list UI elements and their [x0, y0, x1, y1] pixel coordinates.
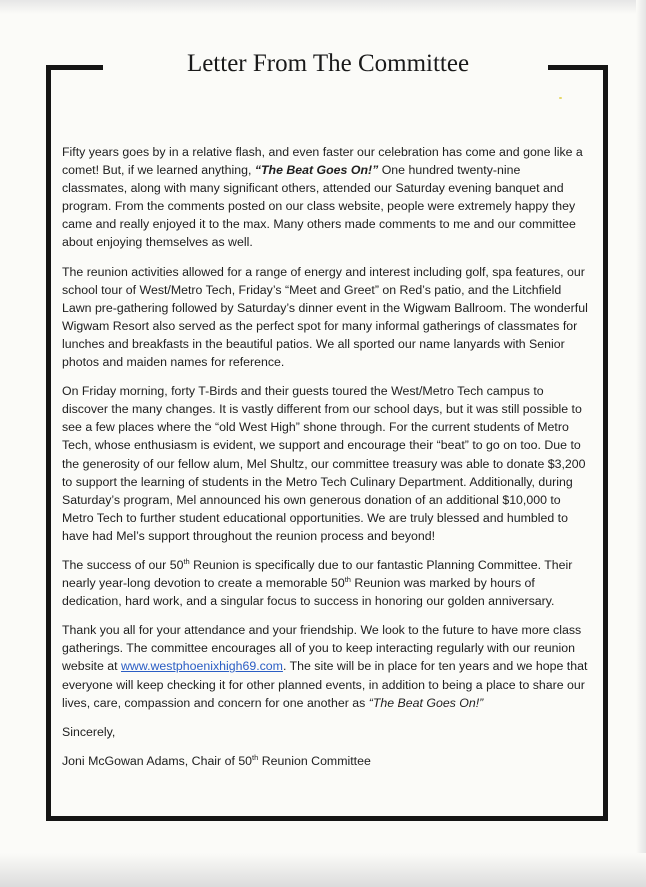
paragraph-5: [62, 621, 588, 711]
paragraph-1-text-start: Fifty years goes by in a relative flash, and even faster our celebration has come and gone like a comet! But, if we learned anything,: [62, 145, 583, 178]
paragraph-1: [62, 143, 588, 252]
letter-body: [62, 143, 588, 781]
scan-edge-right: [636, 0, 646, 887]
scan-edge-bottom: [0, 853, 646, 887]
paragraph-4: [62, 556, 588, 610]
the-beat-goes-on-closing-emphasis: “The Beat Goes On!”: [368, 695, 484, 710]
paragraph-4-text-3: Reunion was marked by hours of dedication, hard work, and a singular focus to success in honoring our golden anniversary.: [62, 576, 555, 609]
reunion-website-link[interactable]: www.westphoenixhigh69.com: [121, 659, 283, 674]
signature-text-start: Joni McGowan Adams, Chair of 50: [62, 753, 253, 768]
signature-text-end: Reunion Committee: [258, 753, 371, 768]
signature: [62, 752, 588, 770]
letter-title: Letter From The Committee: [186, 50, 470, 77]
closing: Sincerely,: [62, 724, 116, 739]
paragraph-1-text-end: One hundred twenty-nine classmates, along with many significant others, attended our Saturday evening banquet and program. From the comments posted on our class website, people were extremely happy they came and really enjoyed it to the max. Many others made comments to me and our committee about enjoying themselves as well.: [62, 163, 576, 250]
paragraph-5-text-middle: . The site will be in place for ten years and we hope that everyone will keep checking it for other planned events, in addition to being a place to share our lives, care, compassion and concern for one another as: [62, 659, 588, 710]
ordinal-superscript: th: [252, 752, 259, 762]
scan-edge-top: [0, 0, 646, 14]
paragraph-4-text-1: The success of our 50: [62, 557, 184, 572]
paragraph-2: The reunion activities allowed for a range of energy and interest including golf, spa features, our school tour of West/Metro Tech, Friday’s “Meet and Greet” on Red’s patio, and the Litchfield Lawn pre-gathering followed by Saturday’s dinner event in the Wigwam Ballroom. The wonderful Wigwam Resort also served as the perfect spot for many informal gatherings of classmates for lunches and breakfasts in the beautiful patios. We all sported our name lanyards with Senior photos and maiden names for reference.: [62, 264, 588, 370]
ordinal-superscript: th: [344, 575, 351, 585]
ordinal-superscript: th: [183, 556, 190, 566]
paragraph-3: On Friday morning, forty T-Birds and their guests toured the West/Metro Tech campus to discover the many changes. It is vastly different from our school days, but it was still possible to see a few places where the “old West High” shone through. For the current students of Metro Tech, whose enthusiasm is evident, we support and encourage their “beat” to go on too. Due to the generosity of our fellow alum, Mel Shultz, our committee treasury was able to donate $3,200 to support the learning of students in the Metro Tech Culinary Department. Additionally, during Saturday’s program, Mel announced his own generous donation of an additional $10,000 to Metro Tech to further student educational opportunities. We are truly blessed and humbled to have had Mel’s support throughout the reunion process and beyond!: [62, 384, 586, 543]
paragraph-5-text-start: Thank you all for your attendance and your friendship. We look to the future to have more class gatherings. The committee encourages all of you to keep interacting regularly with our reunion website at: [62, 623, 582, 674]
paragraph-4-text-2: Reunion is specifically due to our fantastic Planning Committee. Their nearly year-long devotion to create a memorable 50: [62, 557, 573, 591]
scan-speck: [559, 97, 562, 99]
the-beat-goes-on-emphasis: “The Beat Goes On!”: [254, 163, 379, 178]
